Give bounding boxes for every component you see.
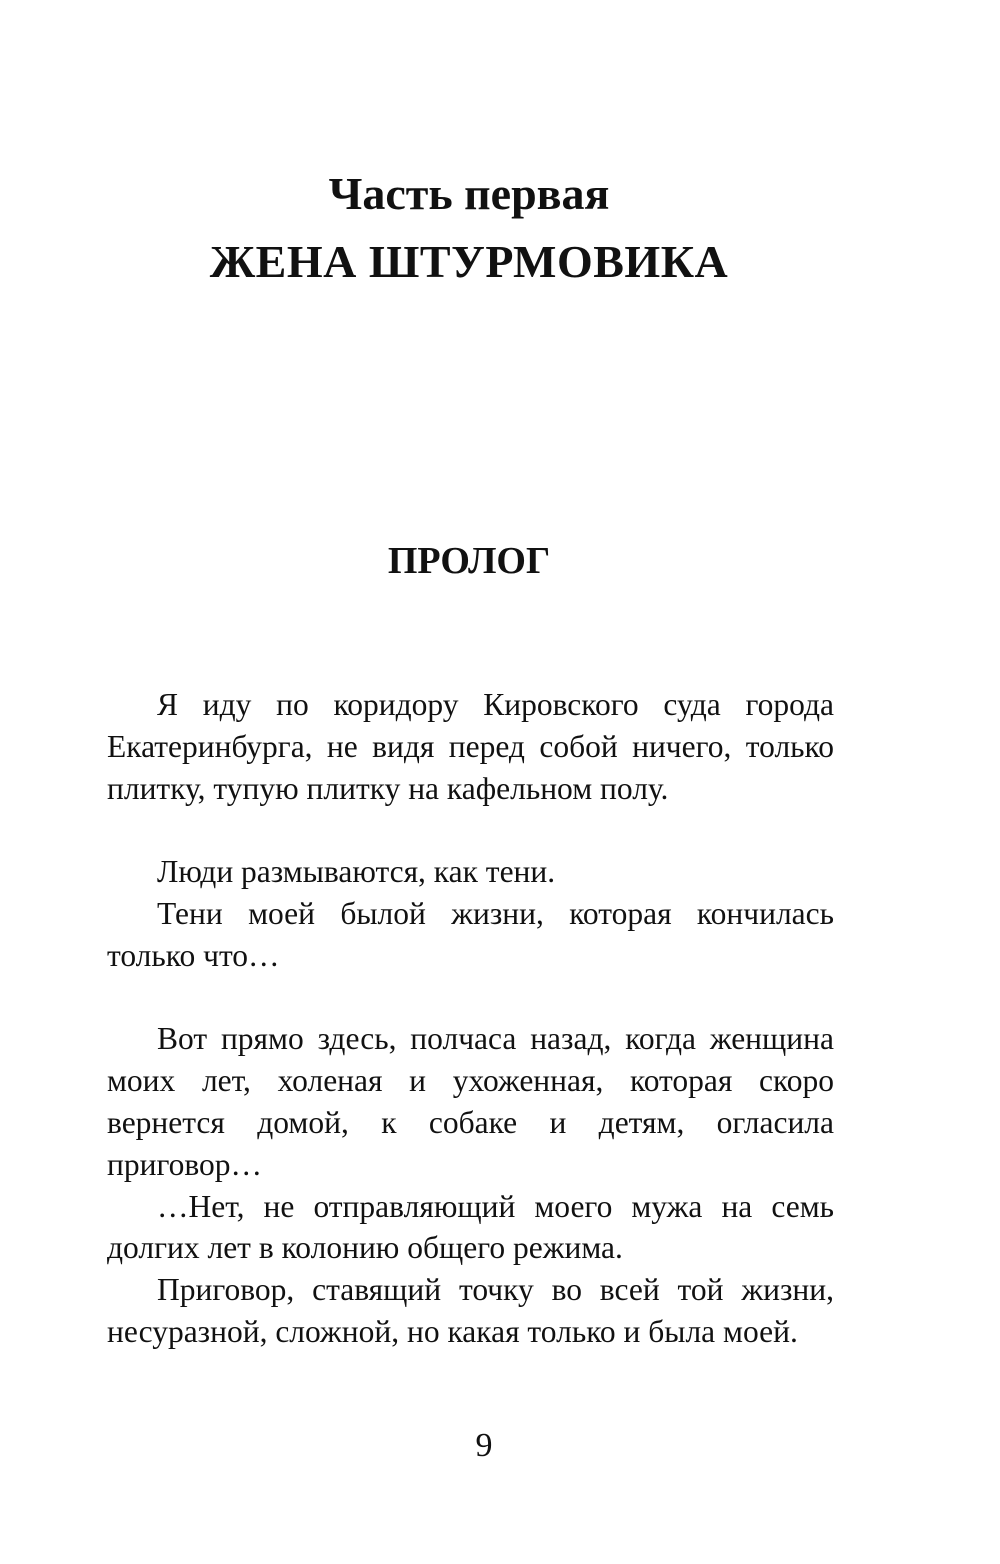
paragraph: Вот прямо здесь, полчаса назад, когда женщина моих лет, холеная и ухоженная, которая скоро вернется домой, к собаке и детям, огласила приговор… [107,1021,834,1182]
paragraph: Люди размываются, как тени. [157,854,556,890]
paragraph: Тени моей былой жизни, которая кончилась только что… [107,895,834,973]
part-label: Часть первая [328,168,610,219]
prologue-heading: ПРОЛОГ [387,540,551,582]
part-title: ЖЕНА ШТУРМОВИКА [209,236,729,287]
body-text [107,684,834,1353]
paragraph: Приговор, ставящий точку во всей той жизни, несуразной, сложной, но какая только и была моей. [107,1272,834,1349]
paragraph: Я иду по коридору Кировского суда города Екатеринбурга, не видя перед собой ничего, только плитку, тупую плитку на кафельном полу. [107,687,834,806]
paragraph: …Нет, не отправляющий моего мужа на семь долгих лет в колонию общего режима. [107,1188,834,1266]
page-number: 9 [475,1427,493,1464]
